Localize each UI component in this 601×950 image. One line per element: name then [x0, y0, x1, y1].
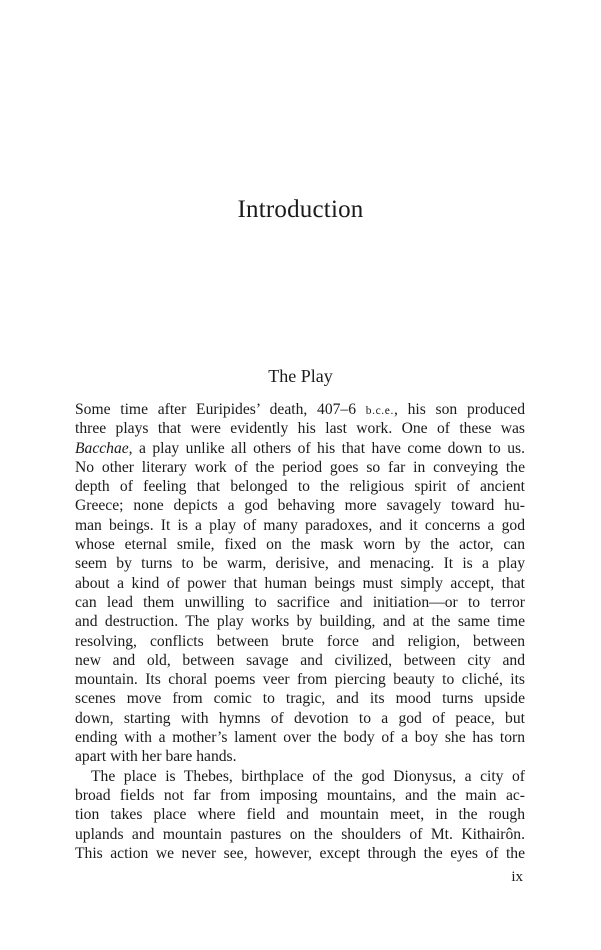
text-line: whose eternal smile, fixed on the mask worn by the actor, can [75, 536, 525, 554]
text-line: No other literary work of the period goes so far in conveying the [75, 458, 525, 476]
body-text [75, 400, 525, 863]
text-line: broad fields not far from imposing mountains, and the main ac- [75, 786, 525, 804]
paragraph [75, 767, 525, 863]
text-line: about a kind of power that human beings must simply accept, that [75, 574, 525, 592]
page-number: ix [511, 869, 523, 885]
text-line: down, starting with hymns of devotion to a god of peace, but [75, 709, 525, 727]
text-line: can lead them unwilling to sacrifice and initiation—or to terror [75, 593, 525, 611]
text-line: new and old, between savage and civilized, between city and [75, 651, 525, 669]
paragraph [75, 400, 525, 767]
text-line: The place is Thebes, birthplace of the god Dionysus, a city of [91, 767, 525, 785]
text-line: apart with her bare hands. [75, 748, 237, 766]
text-line: uplands and mountain pastures on the shoulders of Mt. Kithairôn. [75, 825, 525, 843]
text-line: depth of feeling that belonged to the religious spirit of ancient [75, 478, 525, 496]
text-line: ending with a mother’s lament over the body of a boy she has torn [75, 729, 525, 747]
text-line: seem by turns to be warm, derisive, and menacing. It is a play [75, 555, 525, 573]
text-line: Some time after Euripides’ death, 407–6 b.c.e., his son produced [75, 401, 525, 418]
play-title: Bacchae, [75, 439, 133, 457]
text-line: tion takes place where field and mountain meet, in the rough [75, 806, 525, 824]
text-line: mountain. Its choral poems veer from piercing beauty to cliché, its [75, 671, 525, 689]
chapter-title: Introduction [237, 196, 364, 223]
text-line: This action we never see, however, except through the eyes of the [75, 844, 525, 862]
era-abbreviation: b.c.e. [365, 405, 394, 417]
text-line: and destruction. The play works by building, and at the same time [75, 613, 525, 631]
text-line: Bacchae, a play unlike all others of his that have come down to us. [75, 439, 525, 457]
section-title: The Play [268, 366, 333, 386]
text-line: man beings. It is a play of many paradoxes, and it concerns a god [75, 516, 525, 534]
text-line: resolving, conflicts between brute force and religion, between [75, 632, 525, 650]
text-line: scenes move from comic to tragic, and its mood turns upside [75, 690, 525, 708]
text-line: Greece; none depicts a god behaving more savagely toward hu- [75, 497, 525, 515]
text-line: three plays that were evidently his last work. One of these was [75, 420, 525, 438]
